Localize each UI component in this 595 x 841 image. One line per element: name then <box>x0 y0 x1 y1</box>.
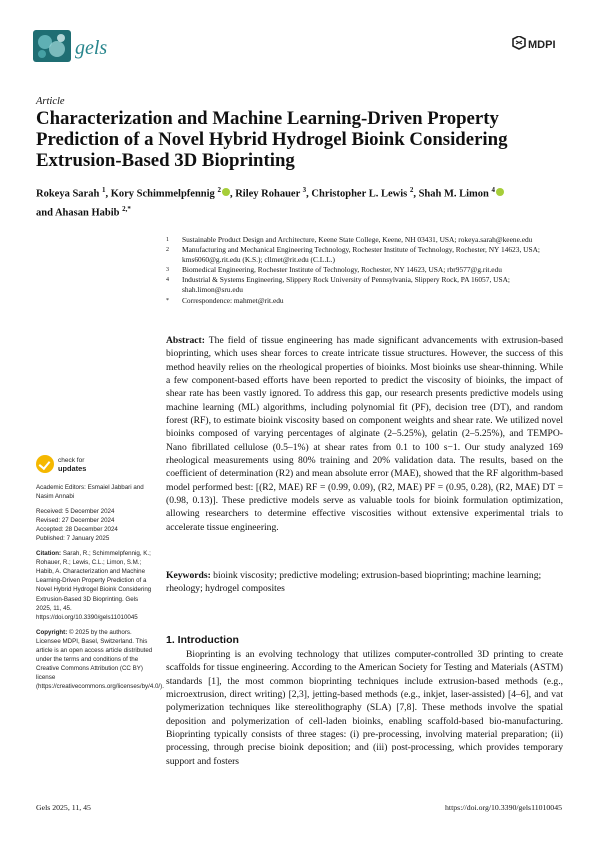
paper-title: Characterization and Machine Learning-Driven Property Prediction of a Novel Hybrid Hydrogel Bioink Considering Extrusion-Based 3D Bioprinting <box>36 108 508 171</box>
check-updates-icon <box>36 455 54 473</box>
received-date: Received: 5 December 2024 <box>36 508 115 516</box>
orcid-icon[interactable] <box>496 188 504 196</box>
revised-date: Revised: 27 December 2024 <box>36 517 115 525</box>
gels-logo-icon <box>33 30 71 62</box>
accepted-date: Accepted: 28 December 2024 <box>36 526 118 534</box>
article-info-sidebar <box>36 455 164 697</box>
keywords-text: bioink viscosity; predictive modeling; extrusion-based bioprinting; machine learning; rheology; hydrogel composites <box>166 570 542 595</box>
affiliation-item: 2 Manufacturing and Mechanical Engineering Technology, Rochester Institute of Technology, Rochester, NY 14623, USA; kms6060@g.rit.edu (K.S.); cllmet@rit.edu (C.L.L.) <box>166 245 540 265</box>
citation: Citation: Sarah, R.; Schimmelpfennig, K.; Rohauer, R.; Lewis, C.L.; Limon, S.M.; Habib, A. Characterization and Machine Learning-Driven Property Prediction of a Novel Hybrid Hydrogel Bioink Considering Extrusion-Based 3D Bioprinting. Gels 2025, 11, 45. https://doi.org/10.3390/gels11010045 <box>36 550 152 621</box>
orcid-icon[interactable] <box>222 188 230 196</box>
svg-text:MDPI: MDPI <box>528 39 556 51</box>
affiliation-mark: 1 <box>166 237 169 243</box>
affiliation-mark: 4 <box>166 277 169 284</box>
author-list: Rokeya Sarah $^1$, Kory Schimmelpfennig $^2$ , Riley Rohauer $^3$, Christopher L. Lewis $^2$, Shah M. Limon $^4$ and Ahasan Habib $^{2,*}$ <box>36 183 556 220</box>
journal-name[interactable]: gels <box>75 37 108 59</box>
abstract <box>166 334 563 534</box>
check-for-updates-button[interactable]: check for updates <box>36 455 154 477</box>
published-date: Published: 7 January 2025 <box>36 535 110 543</box>
mdpi-logo[interactable] <box>511 36 563 56</box>
affiliation-mark: * <box>166 297 169 304</box>
footer-journal-ref: Gels 2025, 11, 45 <box>36 803 91 812</box>
copyright: Copyright: © 2025 by the authors. Licensee MDPI, Basel, Switzerland. This article is an open access article distributed under the terms and conditions of the Creative Commons Attribution (CC BY) license (https://creativecommons.org/licenses/by/4.0/). <box>36 628 164 690</box>
affiliation-item: 4 Industrial & Systems Engineering, Slippery Rock University of Pennsylvania, Slippery Rock, PA 16057, USA; shah.limon@sru.edu <box>166 275 510 295</box>
affiliation-mark: 2 <box>166 247 169 254</box>
affiliation-item: * Correspondence: mahmet@rit.edu <box>166 295 284 305</box>
introduction-text: Bioprinting is an evolving technology that utilizes computer-controlled 3D printing to create scaffolds for tissue engineering. According to the American Society for Testing and Materials (ASTM) standards [1], the most common bioprinting techniques include extrusion-based methods (e.g., microextrusion, direct writing) [2,3], jetting-based methods (e.g., inkjet, laser-assisted) [4–6], and vat polymerization techniques like stereolithography (SLA) [7,8]. These methods involve the spatial deposition and polymerization of cell-laden bioinks, enabling scaffold-based bio-manufacturing. Bioprinting typically consists of three stages: (i) pre-processing, involving material preparation; (ii) processing, through precise bioink deposition; and (iii) post-processing, which provides temporary support and fosters <box>166 649 563 767</box>
keywords-label: Keywords: <box>166 570 211 581</box>
affiliation-item: 1 Sustainable Product Design and Architecture, Keene State College, Keene, NH 03431, USA; rokeya.sarah@keene.edu <box>166 235 533 244</box>
affiliations <box>166 235 566 306</box>
affiliation-mark: 3 <box>166 267 169 274</box>
abstract-text: The field of tissue engineering has made significant advancements with extrusion-based bioprinting, which uses shear forces to create intricate tissue structures. However, the success of this method heavily relies on the rheological properties of bioinks. Most bioinks use shear-thinning. While a few component-based efforts have been reported to predict the viscosity of bioinks, the impact of shear rate has been vastly ignored. To address this gap, our research presents predictive models using machine learning (ML) algorithms, including polynomial fit (PF), decision tree (DT), and random forest (RF), to estimate bioink viscosity based on component weights and shear rate. We utilized novel bioinks composed of varying percentages of alginate (2–5.25%), gelatin (2–5.25%), and TEMPO-Nano fibrillated cellulose (0.5–1%) at shear rates from 0.1 to 100 s−1. Our study analyzed 169 rheological measurements using 80% training and 20% validation data. The results, based on the coefficient of determination (R2) and mean absolute error (MAE), showed that the RF algorithm-based model performed best: [(R2, MAE) RF = (0.99, 0.09), (R2, MAE) PF = (0.95, 0.28), (R2, MAE) DT = (0.98, 0.13)]. These predictive models serve as valuable tools for bioink formulation optimization, allowing researchers to determine effective viscosities without extensive experimental trials to accelerate tissue engineering. <box>166 335 563 533</box>
article-type: Article <box>36 96 65 107</box>
footer-doi-link[interactable]: https://doi.org/10.3390/gels11010045 <box>445 803 562 812</box>
affiliation-item: 3 Biomedical Engineering, Rochester Institute of Technology, Rochester, NY 14623, USA; rbr9577@g.rit.edu <box>166 265 502 275</box>
academic-editors: Academic Editors: Esmaiel Jabbari and Nasim Annabi <box>36 484 144 501</box>
journal-header <box>33 30 563 70</box>
section-heading-introduction: 1. Introduction <box>166 634 239 646</box>
abstract-label: Abstract: <box>166 335 205 346</box>
keywords <box>166 569 563 596</box>
